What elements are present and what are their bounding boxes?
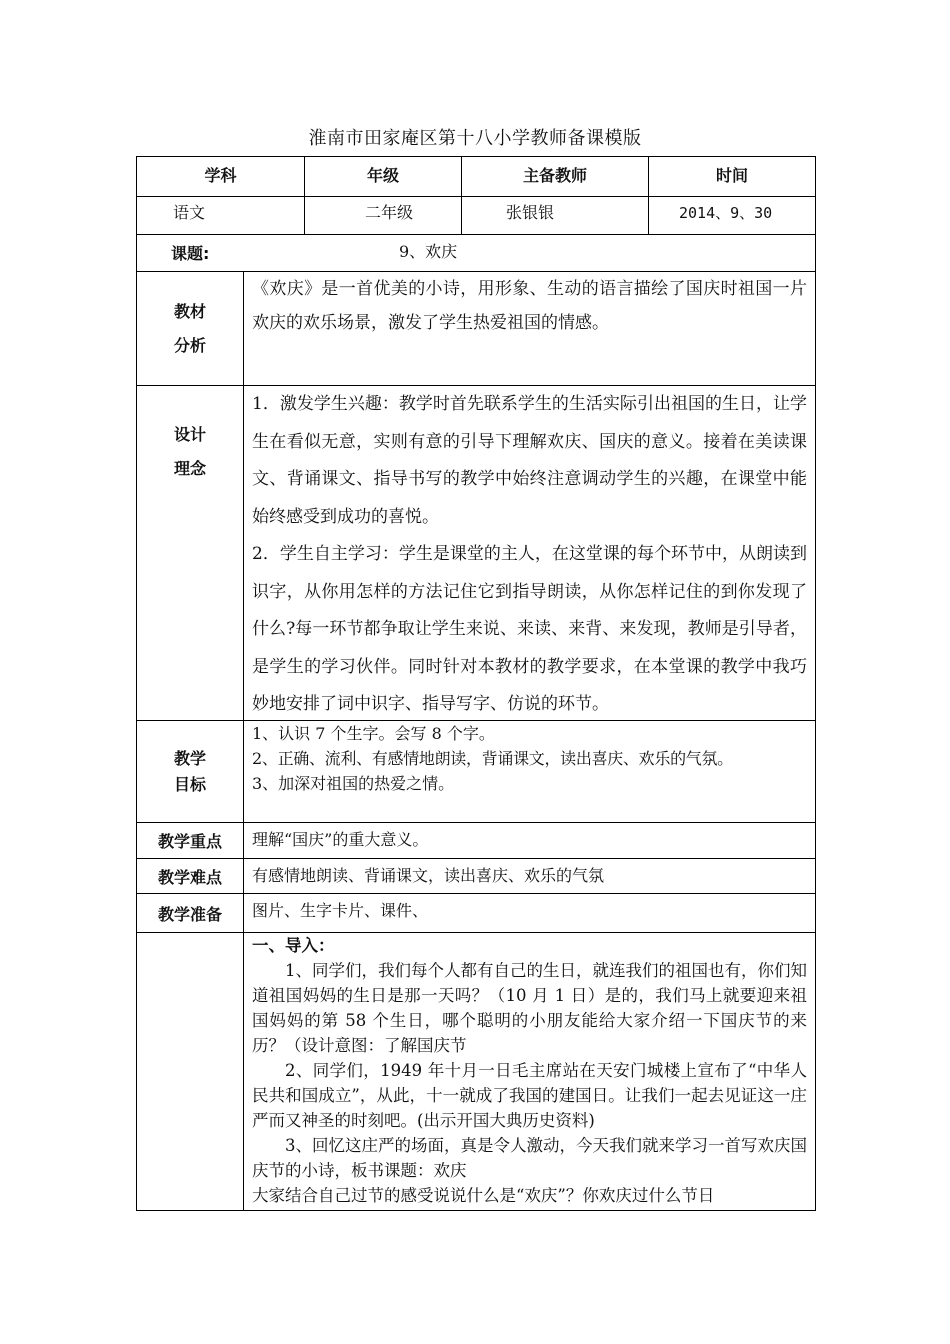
goal-item: 2、正确、流利、有感情地朗读，背诵课文，读出喜庆、欢乐的气氛。 — [252, 749, 733, 768]
process-paragraph-3: 3、回忆这庄严的场面，真是令人激动，今天我们就来学习一首写欢庆国庆节的小诗，板书课题：欢庆 — [252, 1136, 807, 1180]
difficulty-row — [137, 858, 815, 893]
grade-header: 年级 — [304, 157, 461, 196]
subject-header: 学科 — [204, 166, 237, 185]
goals-list — [243, 721, 815, 822]
goal-item: 3、加深对祖国的热爱之情。 — [252, 774, 455, 793]
process-row — [137, 932, 815, 1210]
goals-label: 教学 目标 — [173, 748, 206, 794]
analysis-text: 《欢庆》是一首优美的小诗，用形象、生动的语言描绘了国庆时祖国一片欢庆的欢乐场景，激发了学生热爱祖国的情感。 — [243, 272, 815, 385]
process-paragraph-2: 2、同学们，1949 年十月一日毛主席站在天安门城楼上宣布了“中华人民共和国成立”，从此，十一就成了我国的建国日。让我们一起去见证这一庄严而又神圣的时刻吧。(出示开国大典历史资料) — [252, 1061, 807, 1130]
design-paragraph-1: 1．激发学生兴趣：教学时首先联系学生的生活实际引出祖国的生日，让学生在看似无意，实则有意的引导下理解欢庆、国庆的意义。接着在美读课文、背诵课文、指导书写的教学中始终注意调动学生的兴趣，在课堂中能始终感受到成功的喜悦。 — [252, 394, 807, 527]
goal-item: 1、认识 7 个生字。会写 8 个字。 — [252, 724, 495, 743]
topic-value: 9、欢庆 — [399, 242, 458, 261]
preparation-row — [137, 893, 815, 932]
analysis-row — [137, 271, 815, 385]
difficulty-value: 有感情地朗读、背诵课文，读出喜庆、欢乐的气氛 — [243, 859, 815, 893]
process-text — [243, 933, 815, 1210]
design-row — [137, 385, 815, 720]
process-paragraph-4: 大家结合自己过节的感受说说什么是“欢庆”？你欢庆过什么节日 — [252, 1186, 715, 1205]
difficulty-label: 教学难点 — [157, 867, 222, 887]
key-point-row — [137, 822, 815, 858]
topic-row — [137, 234, 815, 271]
key-point-label: 教学重点 — [157, 832, 222, 851]
goals-row — [137, 720, 815, 822]
subject-value: 语文 — [173, 203, 206, 222]
topic-label: 课题: — [171, 244, 210, 263]
process-label-empty — [137, 933, 243, 1210]
teacher-value: 张银银 — [461, 197, 648, 234]
design-label: 设计 理念 — [173, 425, 206, 478]
table-header-row — [137, 157, 815, 196]
process-heading: 一、导入： — [252, 936, 335, 955]
lesson-plan-table — [136, 156, 816, 1211]
design-text — [243, 386, 815, 720]
time-value: 2014、9、30 — [648, 197, 815, 234]
key-point-value: 理解“国庆”的重大意义。 — [243, 823, 815, 858]
process-paragraph-1: 1、同学们，我们每个人都有自己的生日，就连我们的祖国也有，你们知道祖国妈妈的生日是那一天吗？（10 月 1 日）是的，我们马上就要迎来祖国妈妈的第 58 个生日，哪个聪明的小朋友能给大家介绍一下国庆节的来历？（设计意图：了解国庆节 — [252, 961, 807, 1055]
teacher-header: 主备教师 — [461, 157, 648, 196]
grade-value: 二年级 — [304, 197, 461, 234]
design-paragraph-2: 2．学生自主学习：学生是课堂的主人，在这堂课的每个环节中，从朗读到识字，从你用怎样的方法记住它到指导朗读，从你怎样记住的到你发现了什么?每一环节都争取让学生来说、来读、来背、来发现，教师是引导者，是学生的学习伙伴。同时针对本教材的教学要求，在本堂课的教学中我巧妙地安排了词中识字、指导写字、仿说的环节。 — [252, 544, 807, 714]
analysis-label: 教材 分析 — [173, 301, 206, 355]
info-row — [137, 196, 815, 234]
page-title: 淮南市田家庵区第十八小学教师备课模版 — [308, 128, 642, 149]
preparation-value: 图片、生字卡片、课件、 — [243, 894, 815, 932]
preparation-label: 教学准备 — [157, 904, 222, 924]
time-header: 时间 — [648, 157, 815, 196]
